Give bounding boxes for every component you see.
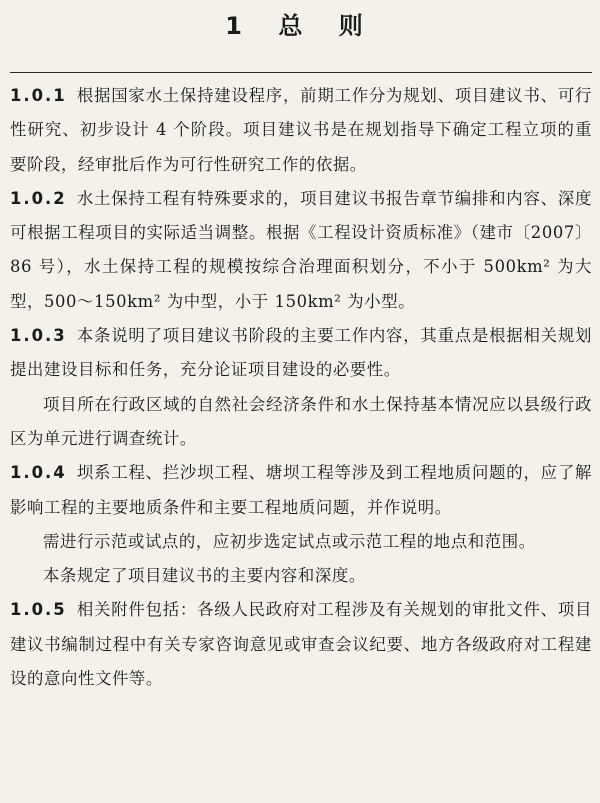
clause-text: 坝系工程、拦沙坝工程、塘坝工程等涉及到工程地质问题的，应了解影响工程的主要地质条件和主要工程地质问题，并作说明。 [10,463,592,517]
chapter-title: 1 总 则 [225,12,377,40]
clause-text: 根据国家水土保持建设程序，前期工作分为规划、项目建议书、可行性研究、初步设计 4 个阶段。项目建议书是在规划指导下确定工程立项的重要阶段，经审批后作为可行性研究工作的依据。 [10,86,592,174]
clause-1-0-5 [10,593,592,696]
clause-1-0-2 [10,182,592,319]
clause-text: 本条说明了项目建议书阶段的主要工作内容，其重点是根据相关规划提出建设目标和任务，充分论证项目建设的必要性。 [10,326,592,380]
clause-text: 相关附件包括：各级人民政府对工程涉及有关规划的审批文件、项目建议书编制过程中有关专家咨询意见或审查会议纪要、地方各级政府对工程建设的意向性文件等。 [10,600,592,689]
clause-number: 1.0.5 [10,600,67,620]
clause-1-0-1 [10,79,592,182]
clause-1-0-3-followup: 项目所在行政区域的自然社会经济条件和水土保持基本情况应以县级行政区为单元进行调查统计。 [10,394,592,448]
clause-number: 1.0.2 [10,188,67,208]
clause-number: 1.0.1 [10,86,67,105]
clause-text: 水土保持工程有特殊要求的，项目建议书报告章节编排和内容、深度可根据工程项目的实际适当调整。根据《工程设计资质标准》（建市〔2007〕86 号），水土保持工程的规模按综合治理面积划分，不小于 500km² 为大型，500～150km² 为中型，小于 150km² 为小型。 [10,188,592,311]
clause-number: 1.0.4 [10,463,67,483]
clauses [10,79,592,696]
clause-1-0-4 [10,456,592,525]
clause-1-0-4-followup: 需进行示范或试点的，应初步选定试点或示范工程的地点和范围。 [43,531,536,551]
title-divider [10,72,592,73]
clause-number: 1.0.3 [10,326,67,346]
clause-1-0-3 [10,319,592,388]
clause-1-0-4-followup: 本条规定了项目建议书的主要内容和深度。 [43,566,366,586]
